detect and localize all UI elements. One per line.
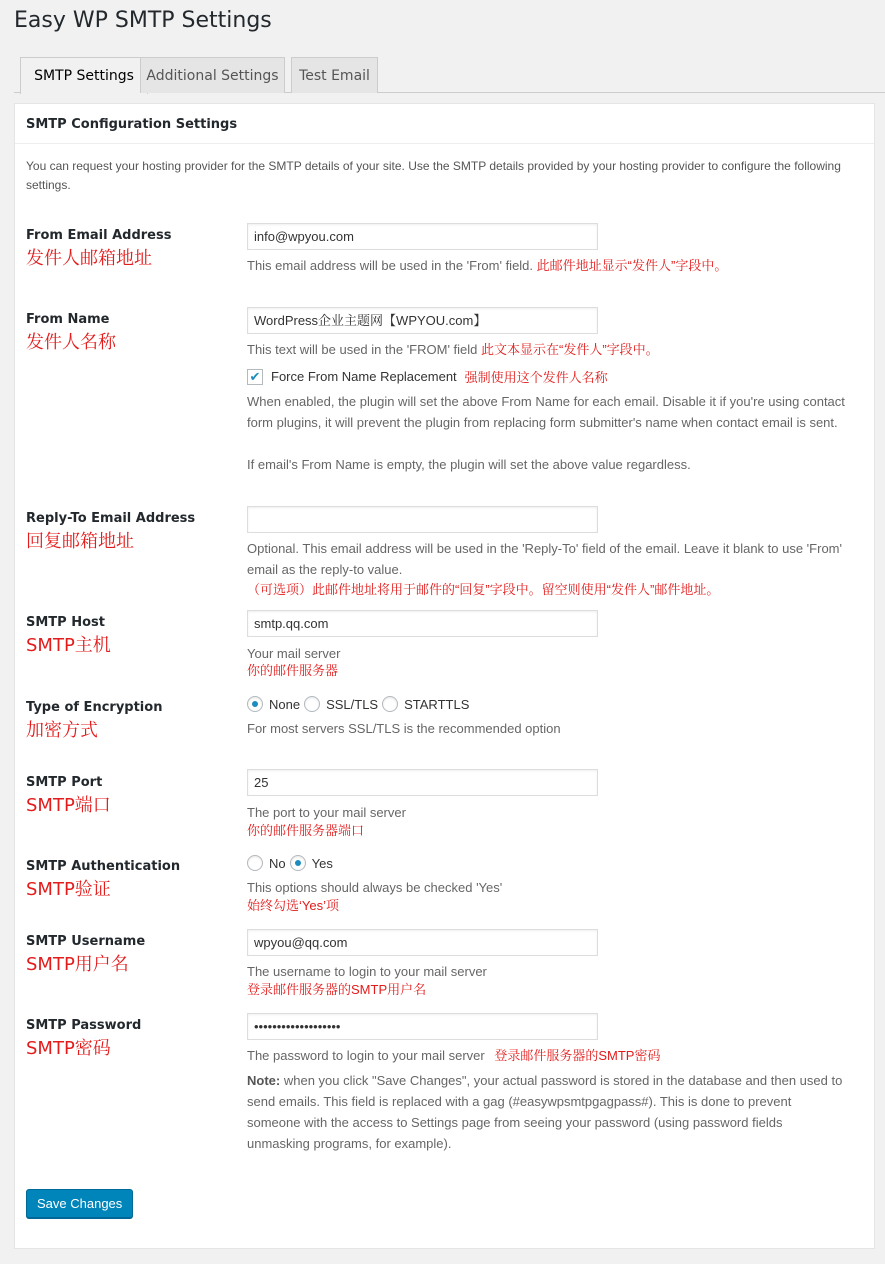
from-email-desc-cn: 此邮件地址显示“发件人”字段中。 (536, 258, 728, 273)
settings-tabs (14, 57, 885, 93)
smtp-username-label-en: SMTP Username (26, 934, 146, 949)
encryption-starttls-label[interactable]: STARTTLS (404, 696, 470, 712)
smtp-port-label (26, 775, 111, 817)
force-from-name-row (247, 367, 608, 386)
reply-to-field[interactable] (247, 506, 598, 533)
tab-additional-settings[interactable]: Additional Settings (140, 57, 285, 93)
note-text: when you click "Save Changes", your actual password is stored in the database and then used to send emails. This field is replaced with a gag (#easywpsmtpgagpass#). This is done to prevent someone with the access to Settings page from seeing your password (using password fields unmasking programs, for example). (247, 1073, 843, 1151)
smtp-username-desc-cn: 登录邮件服务器的SMTP用户名 (247, 982, 427, 997)
smtp-password-desc (247, 1045, 857, 1066)
smtp-port-desc-cn: 你的邮件服务器端口 (247, 823, 365, 838)
from-name-label (26, 312, 116, 354)
smtp-auth-yes-radio[interactable] (290, 855, 306, 871)
from-name-field[interactable]: WordPress企业主题网【WPYOU.com】 (247, 307, 598, 334)
encryption-none-radio[interactable] (247, 696, 263, 712)
from-email-desc (247, 255, 857, 276)
reply-to-desc: Optional. This email address will be used in the 'Reply-To' field of the email. Leave it blank to use 'From' email as the reply-to value. (247, 541, 842, 577)
smtp-auth-no-radio[interactable] (247, 855, 263, 871)
encryption-none-label[interactable]: None (269, 696, 301, 712)
smtp-password-desc-text: The password to login to your mail server (247, 1048, 485, 1063)
encryption-label-cn: 加密方式 (26, 720, 98, 741)
smtp-password-note (247, 1070, 847, 1154)
smtp-host-desc: Your mail server (247, 646, 341, 661)
smtp-auth-yes-label[interactable]: Yes (311, 855, 333, 871)
section-title: SMTP Configuration Settings (15, 104, 874, 144)
smtp-auth-label-cn: SMTP验证 (26, 879, 111, 900)
force-from-name-desc-2: If email's From Name is empty, the plugin will set the above value regardless. (247, 457, 691, 472)
reply-to-label (26, 511, 195, 553)
from-name-label-cn: 发件人名称 (26, 332, 116, 353)
smtp-auth-no-label[interactable]: No (269, 855, 286, 871)
smtp-auth-desc-cn: 始终勾选‘Yes’项 (247, 898, 339, 913)
encryption-ssl-radio[interactable] (304, 696, 320, 712)
smtp-port-label-cn: SMTP端口 (26, 795, 111, 816)
from-email-field[interactable]: info@wpyou.com (247, 223, 598, 250)
tab-test-email[interactable]: Test Email (291, 57, 378, 93)
smtp-host-field[interactable]: smtp.qq.com (247, 610, 598, 637)
from-email-label (26, 228, 171, 270)
reply-to-label-cn: 回复邮箱地址 (26, 531, 134, 552)
smtp-password-field[interactable]: ••••••••••••••••••• (247, 1013, 598, 1040)
smtp-username-field[interactable]: wpyou@qq.com (247, 929, 598, 956)
smtp-auth-label (26, 859, 180, 901)
from-email-label-en: From Email Address (26, 228, 172, 243)
encryption-ssl-label[interactable]: SSL/TLS (326, 696, 379, 712)
from-name-label-en: From Name (26, 312, 110, 327)
smtp-host-label (26, 615, 111, 657)
note-label: Note: (247, 1073, 281, 1088)
smtp-password-label-cn: SMTP密码 (26, 1038, 111, 1059)
smtp-password-label (26, 1018, 141, 1060)
tab-smtp-settings[interactable]: SMTP Settings (20, 57, 148, 94)
from-name-desc-text: This text will be used in the 'FROM' field (247, 342, 478, 357)
force-from-name-checkbox[interactable]: ✔ (247, 369, 263, 385)
save-changes-button[interactable]: Save Changes (26, 1189, 133, 1218)
from-email-desc-text: This email address will be used in the 'From' field. (247, 258, 534, 273)
smtp-port-field[interactable]: 25 (247, 769, 598, 796)
reply-to-desc-cn: （可选项）此邮件地址将用于邮件的“回复”字段中。留空则使用“发件人”邮件地址。 (247, 582, 720, 597)
encryption-starttls-radio[interactable] (382, 696, 398, 712)
from-name-desc (247, 339, 857, 360)
page-title: Easy WP SMTP Settings (14, 8, 272, 33)
smtp-host-desc-cn: 你的邮件服务器 (247, 663, 339, 678)
encryption-desc: For most servers SSL/TLS is the recommended option (247, 721, 561, 736)
from-email-label-cn: 发件人邮箱地址 (26, 248, 152, 269)
encryption-label (26, 700, 162, 742)
smtp-port-desc: The port to your mail server (247, 805, 406, 820)
reply-to-label-en: Reply-To Email Address (26, 511, 196, 526)
smtp-username-label (26, 934, 145, 976)
smtp-auth-options (247, 855, 337, 871)
smtp-auth-desc: This options should always be checked 'Yes' (247, 880, 503, 895)
force-from-name-label[interactable]: Force From Name Replacement (271, 369, 457, 384)
smtp-host-label-cn: SMTP主机 (26, 635, 111, 656)
from-name-desc-cn: 此文本显示在“发件人”字段中。 (481, 342, 659, 357)
smtp-host-label-en: SMTP Host (26, 615, 105, 630)
smtp-auth-label-en: SMTP Authentication (26, 859, 181, 874)
encryption-options (247, 696, 473, 712)
smtp-username-label-cn: SMTP用户名 (26, 954, 129, 975)
settings-panel (14, 103, 875, 1249)
smtp-port-label-en: SMTP Port (26, 775, 103, 790)
force-from-name-desc: When enabled, the plugin will set the above From Name for each email. Disable it if you're using contact form plugins, it will prevent the plugin from replacing form submitter's name when contact email is sent. (247, 394, 845, 430)
smtp-username-desc: The username to login to your mail server (247, 964, 487, 979)
smtp-password-desc-cn: 登录邮件服务器的SMTP密码 (494, 1048, 661, 1063)
intro-text: You can request your hosting provider for the SMTP details of your site. Use the SMTP details provided by your hosting provider to configure the following settings. (26, 159, 841, 192)
encryption-label-en: Type of Encryption (26, 700, 163, 715)
force-from-name-cn: 强制使用这个发件人名称 (464, 370, 608, 385)
smtp-password-label-en: SMTP Password (26, 1018, 142, 1033)
